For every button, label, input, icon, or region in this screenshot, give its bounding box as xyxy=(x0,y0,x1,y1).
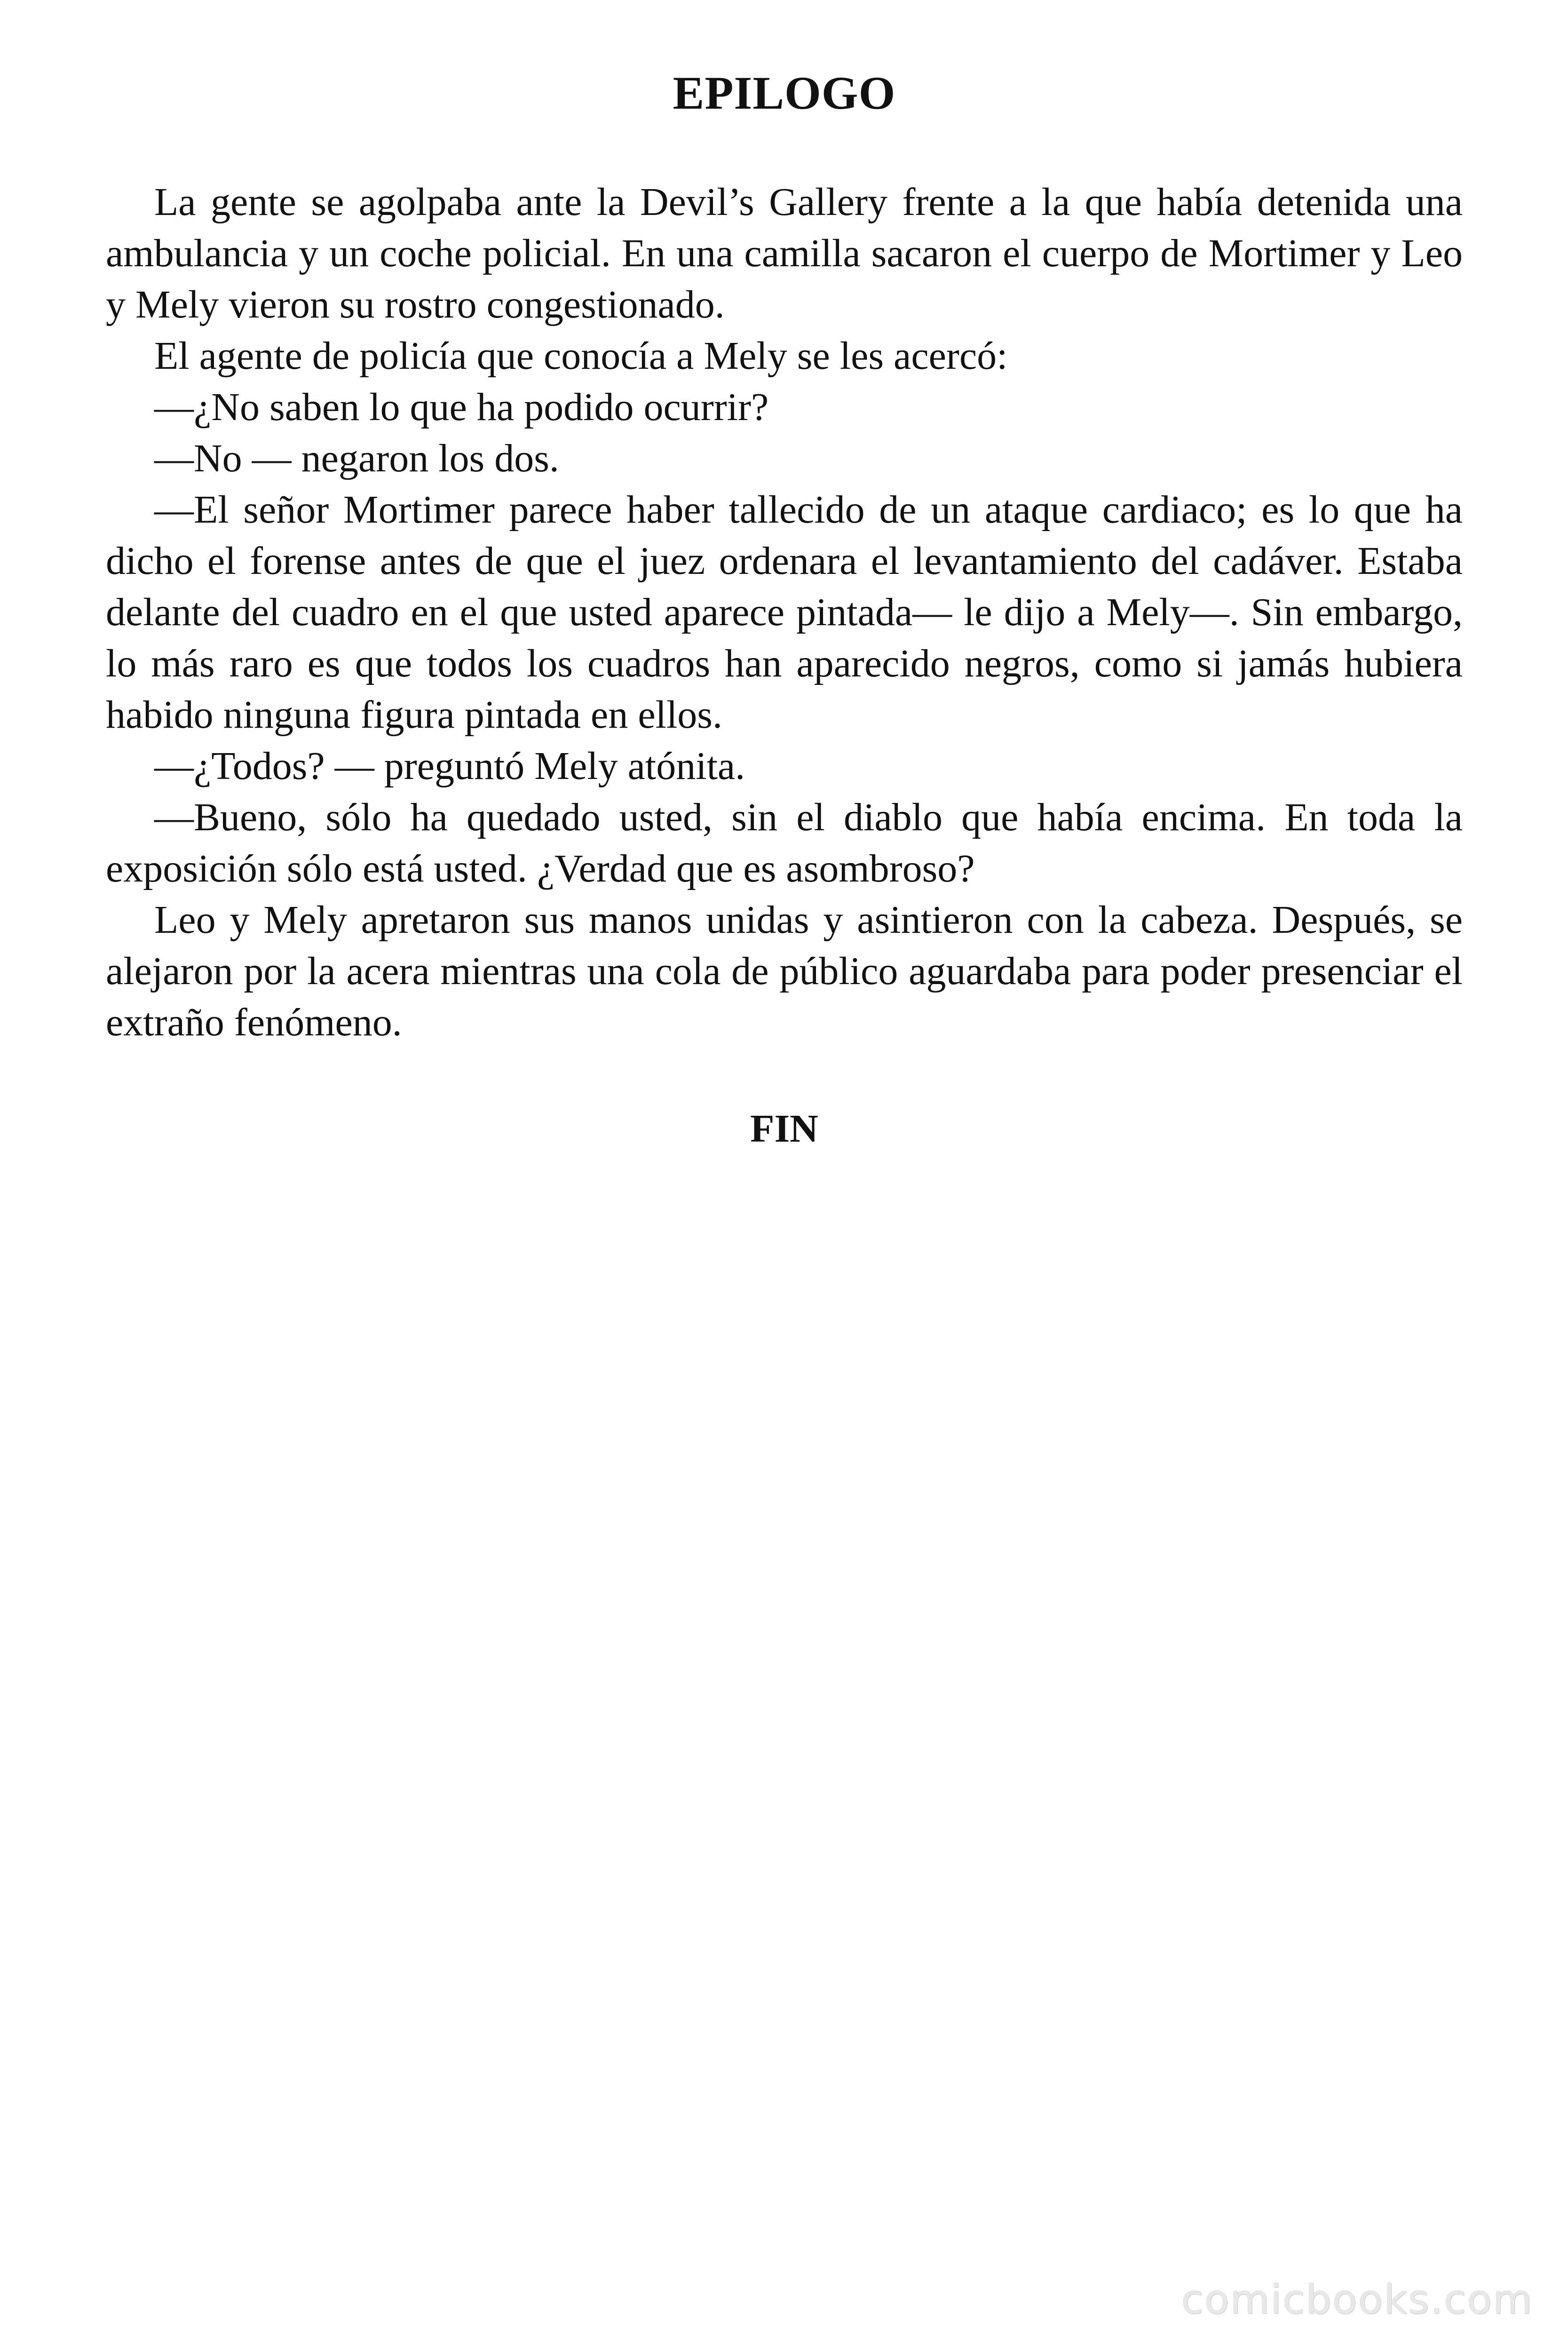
paragraph: —El señor Mortimer parece haber tallecido de un ataque cardiaco; es lo que ha dicho el forense antes de que el juez ordenara el levantamiento del cadáver. Estaba delante del cuadro en el que usted aparece pintada— le dijo a Mely—. Sin embargo, lo más raro es que todos los cuadros han aparecido negros, como si jamás hubiera habido ninguna figura pintada en ellos. xyxy=(106,488,1463,737)
book-page xyxy=(106,0,1463,2352)
paragraph: —¿Todos? — preguntó Mely atónita. xyxy=(154,744,745,788)
paragraph: —Bueno, sólo ha quedado usted, sin el diablo que había encima. En toda la exposición sólo está usted. ¿Verdad que es asombroso? xyxy=(106,795,1463,890)
paragraph: La gente se agolpaba ante la Devil’s Gallery frente a la que había detenida una ambulancia y un coche policial. En una camilla sacaron el cuerpo de Mortimer y Leo y Mely vieron su rostro congestionado. xyxy=(106,180,1463,326)
end-mark: FIN xyxy=(750,1107,818,1151)
paragraph: —No — negaron los dos. xyxy=(154,437,559,480)
site-watermark: comicbooks.com xyxy=(1181,2276,1533,2323)
chapter-title: EPILOGO xyxy=(673,67,896,119)
paragraph: El agente de policía que conocía a Mely se les acercó: xyxy=(154,334,1008,378)
paragraph: —¿No saben lo que ha podido ocurrir? xyxy=(154,385,769,429)
paragraph: Leo y Mely apretaron sus manos unidas y asintieron con la cabeza. Después, se alejaron por la acera mientras una cola de público aguardaba para poder presenciar el extraño fenómeno. xyxy=(106,898,1463,1044)
chapter-body xyxy=(106,176,1463,1048)
